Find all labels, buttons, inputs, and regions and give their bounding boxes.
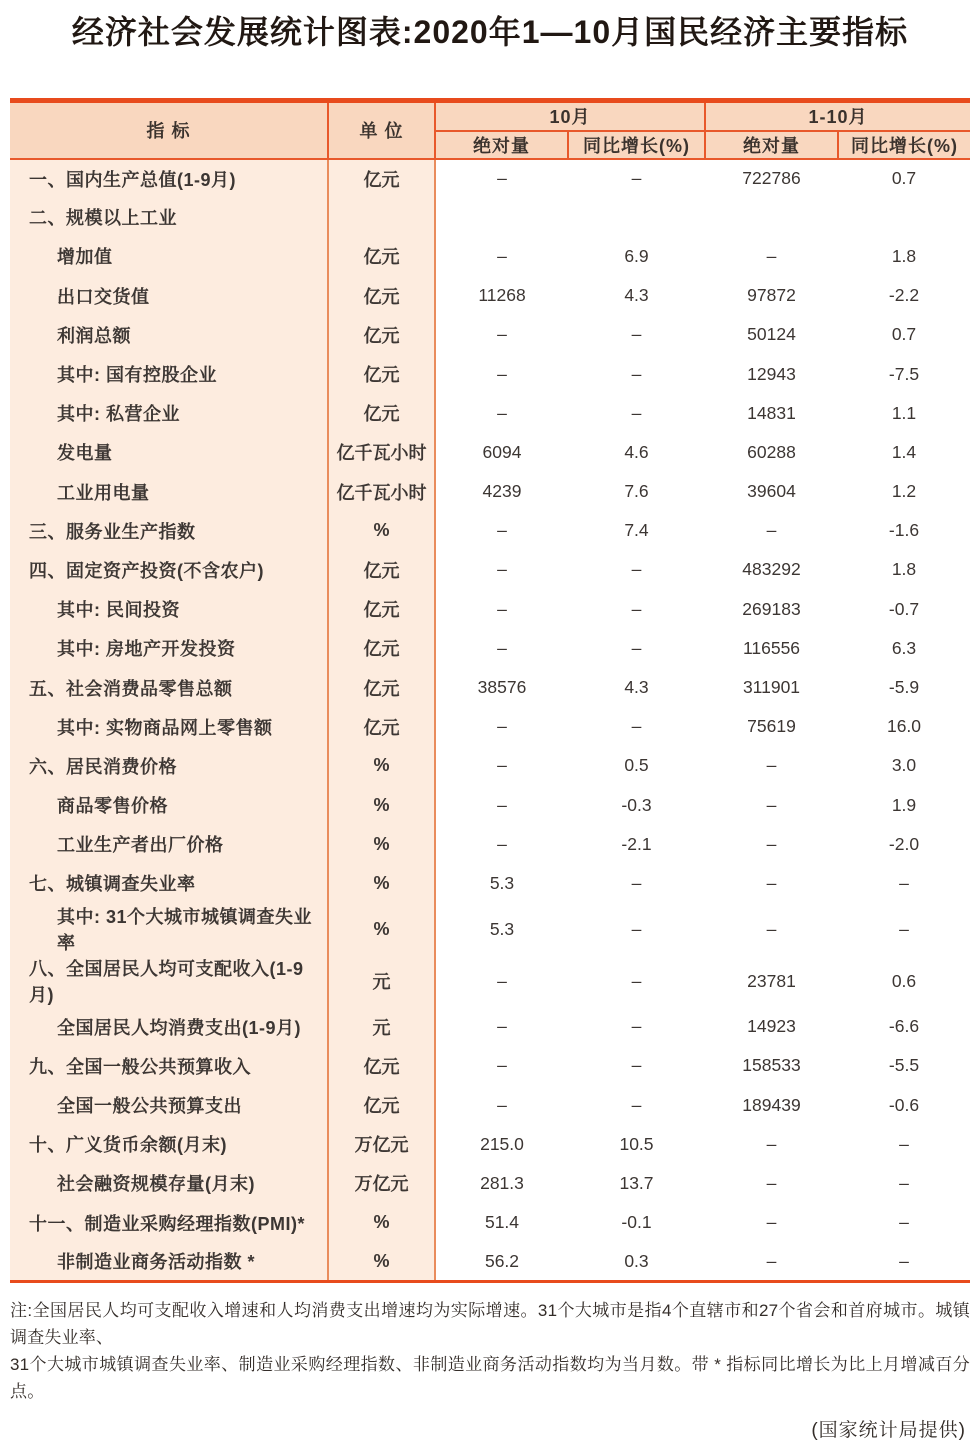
oct-yoy-cell: – <box>631 168 642 189</box>
unit-cell: 万亿元 <box>328 1164 435 1203</box>
unit-cell: 亿千瓦小时 <box>328 472 435 511</box>
cum-absolute-cell: 97872 <box>747 285 796 306</box>
unit-cell: 亿元 <box>328 1085 435 1124</box>
cum-absolute-cell: 14923 <box>747 1016 796 1037</box>
oct-absolute-cell: – <box>497 970 507 991</box>
cum-absolute-cell: – <box>766 1172 777 1193</box>
oct-yoy-cell: – <box>631 1094 642 1115</box>
cum-absolute-cell: – <box>766 755 777 776</box>
table-row <box>10 629 970 668</box>
oct-yoy-cell: 4.3 <box>624 285 649 306</box>
cum-absolute-cell: – <box>766 794 777 815</box>
table-row <box>10 159 970 198</box>
unit-cell <box>328 198 435 237</box>
unit-cell: 元 <box>328 955 435 1007</box>
indicator-cell: 七、城镇调查失业率 <box>10 864 328 903</box>
indicator-cell: 其中: 实物商品网上零售额 <box>10 707 328 746</box>
page-title: 经济社会发展统计图表:2020年1—10月国民经济主要指标 <box>71 14 909 50</box>
table-row <box>10 550 970 589</box>
oct-absolute-cell: – <box>497 1016 507 1037</box>
unit-cell: 万亿元 <box>328 1125 435 1164</box>
oct-yoy-cell: -0.1 <box>621 1212 652 1233</box>
oct-yoy-cell: – <box>631 402 642 423</box>
indicator-cell: 三、服务业生产指数 <box>10 511 328 550</box>
unit-cell: % <box>328 511 435 550</box>
oct-absolute-cell: 4239 <box>482 481 522 502</box>
oct-absolute-cell: – <box>497 1055 507 1076</box>
table-row <box>10 825 970 864</box>
table-row <box>10 315 970 354</box>
oct-yoy-cell: – <box>631 970 642 991</box>
indicator-cell: 二、规模以上工业 <box>10 198 328 237</box>
table-row <box>10 354 970 393</box>
oct-absolute-cell: 281.3 <box>480 1172 524 1193</box>
unit-cell: 亿元 <box>328 276 435 315</box>
header-indicator: 指 标 <box>10 101 328 159</box>
cum-yoy-cell: – <box>899 1250 909 1271</box>
oct-yoy-cell: – <box>631 1055 642 1076</box>
cum-yoy-cell: -5.9 <box>888 677 920 698</box>
cum-absolute-cell: 311901 <box>742 677 801 698</box>
unit-cell: 亿元 <box>328 354 435 393</box>
indicator-cell: 全国居民人均消费支出(1-9月) <box>10 1007 328 1046</box>
oct-yoy-cell <box>568 198 705 237</box>
oct-yoy-cell: – <box>631 1016 642 1037</box>
oct-absolute-cell: – <box>497 168 507 189</box>
table-row <box>10 1085 970 1124</box>
table-row <box>10 511 970 550</box>
indicator-cell: 其中: 房地产开发投资 <box>10 629 328 668</box>
oct-absolute-cell: – <box>497 755 507 776</box>
oct-absolute-cell: – <box>497 598 507 619</box>
unit-cell: % <box>328 746 435 785</box>
table-row <box>10 1203 970 1242</box>
footnote <box>10 1297 970 1405</box>
oct-yoy-cell: – <box>631 559 642 580</box>
oct-yoy-cell: 7.4 <box>624 520 649 541</box>
indicator-cell: 四、固定资产投资(不含农户) <box>10 550 328 589</box>
oct-yoy-cell: – <box>631 918 642 939</box>
table-row <box>10 955 970 1007</box>
cum-yoy-cell: – <box>899 1212 909 1233</box>
indicator-cell: 一、国内生产总值(1-9月) <box>10 159 328 198</box>
unit-cell: % <box>328 1242 435 1281</box>
oct-yoy-cell: -2.1 <box>621 833 652 854</box>
cum-yoy-cell: -7.5 <box>888 363 920 384</box>
cum-yoy-cell: – <box>899 872 909 893</box>
oct-absolute-cell: – <box>497 324 507 345</box>
cum-absolute-cell: 269183 <box>742 598 801 619</box>
unit-cell: % <box>328 864 435 903</box>
oct-absolute-cell: – <box>497 520 507 541</box>
header-oct-yoy: 同比增长(%) <box>568 131 705 159</box>
header-oct-absolute: 绝对量 <box>435 131 568 159</box>
table-row <box>10 1125 970 1164</box>
cum-yoy-cell: 1.8 <box>891 559 917 580</box>
cum-yoy-cell: 1.9 <box>891 794 917 815</box>
cum-yoy-cell: -5.5 <box>888 1055 920 1076</box>
unit-cell: % <box>328 1203 435 1242</box>
table-wrap <box>10 98 970 1283</box>
cum-absolute-cell: – <box>766 1250 777 1271</box>
oct-absolute-cell: – <box>497 637 507 658</box>
oct-yoy-cell: – <box>631 324 642 345</box>
oct-absolute-cell: 215.0 <box>480 1133 524 1154</box>
oct-absolute-cell: 38576 <box>477 677 527 698</box>
indicator-cell: 十一、制造业采购经理指数(PMI)* <box>10 1203 328 1242</box>
oct-yoy-cell: -0.3 <box>621 794 652 815</box>
oct-yoy-cell: – <box>631 716 642 737</box>
oct-yoy-cell: 4.6 <box>624 441 649 462</box>
unit-cell: 亿元 <box>328 159 435 198</box>
indicator-cell: 其中: 私营企业 <box>10 394 328 433</box>
indicator-cell: 六、居民消费价格 <box>10 746 328 785</box>
cum-absolute-cell: 60288 <box>747 441 796 462</box>
table-row <box>10 198 970 237</box>
unit-cell: 亿元 <box>328 1046 435 1085</box>
table-body <box>10 159 970 1282</box>
oct-absolute-cell: – <box>497 1094 507 1115</box>
cum-absolute-cell: – <box>766 918 777 939</box>
oct-yoy-cell: – <box>631 637 642 658</box>
oct-yoy-cell: 13.7 <box>619 1172 654 1193</box>
source-credit: (国家统计局提供) <box>811 1419 966 1441</box>
table-row <box>10 394 970 433</box>
cum-yoy-cell: 0.7 <box>891 324 917 345</box>
cum-absolute-cell: – <box>766 1133 777 1154</box>
table-row <box>10 1007 970 1046</box>
oct-absolute-cell: – <box>497 833 507 854</box>
unit-cell: 亿元 <box>328 590 435 629</box>
indicator-cell: 利润总额 <box>10 315 328 354</box>
unit-cell: 亿元 <box>328 707 435 746</box>
indicator-cell: 发电量 <box>10 433 328 472</box>
table-row <box>10 433 970 472</box>
oct-absolute-cell: 5.3 <box>489 872 515 893</box>
table-row <box>10 864 970 903</box>
indicator-cell: 九、全国一般公共预算收入 <box>10 1046 328 1085</box>
oct-absolute-cell <box>435 198 568 237</box>
oct-absolute-cell: 5.3 <box>489 918 515 939</box>
footnote-line-2: 31个大城市城镇调查失业率、制造业采购经理指数、非制造业商务活动指数均为当月数。带 * 指标同比增长为比上月增减百分点。 <box>10 1354 970 1401</box>
table-row <box>10 707 970 746</box>
cum-yoy-cell: -2.2 <box>888 285 920 306</box>
cum-absolute-cell: – <box>766 833 777 854</box>
cum-yoy-cell: 1.8 <box>891 245 917 266</box>
cum-absolute-cell: 39604 <box>747 481 796 502</box>
oct-absolute-cell: – <box>497 402 507 423</box>
oct-yoy-cell: 4.3 <box>624 677 649 698</box>
cum-absolute-cell: 189439 <box>742 1094 801 1115</box>
indicator-cell: 十、广义货币余额(月末) <box>10 1125 328 1164</box>
cum-absolute-cell: 116556 <box>742 637 801 658</box>
indicator-cell: 社会融资规模存量(月末) <box>10 1164 328 1203</box>
cum-yoy-cell: 1.4 <box>891 441 917 462</box>
cum-yoy-cell: 0.6 <box>891 970 917 991</box>
cum-yoy-cell: -1.6 <box>888 520 920 541</box>
footnote-line-1: 注:全国居民人均可支配收入增速和人均消费支出增速均为实际增速。31个大城市是指4个直辖市和27个省会和首府城市。城镇调查失业率、 <box>10 1300 970 1347</box>
cum-absolute-cell: – <box>766 245 777 266</box>
cum-absolute-cell: 14831 <box>747 402 796 423</box>
cum-absolute-cell: 722786 <box>742 168 801 189</box>
oct-absolute-cell: – <box>497 245 507 266</box>
oct-absolute-cell: 11268 <box>478 285 526 306</box>
table-row <box>10 746 970 785</box>
cum-yoy-cell: 16.0 <box>886 716 922 737</box>
cum-yoy-cell: 1.1 <box>891 402 917 423</box>
cum-absolute-cell: 75619 <box>747 716 796 737</box>
cum-yoy-cell: – <box>899 1172 909 1193</box>
indicator-cell: 其中: 国有控股企业 <box>10 354 328 393</box>
cum-yoy-cell: – <box>899 918 909 939</box>
indicator-cell: 商品零售价格 <box>10 786 328 825</box>
header-cum-absolute: 绝对量 <box>705 131 838 159</box>
indicator-cell: 八、全国居民人均可支配收入(1-9月) <box>10 955 328 1007</box>
header-cum-yoy: 同比增长(%) <box>838 131 970 159</box>
unit-cell: % <box>328 903 435 955</box>
unit-cell: 亿元 <box>328 394 435 433</box>
oct-absolute-cell: 51.4 <box>484 1212 520 1233</box>
oct-yoy-cell: 0.5 <box>624 755 649 776</box>
indicator-cell: 五、社会消费品零售总额 <box>10 668 328 707</box>
header-group-jan-oct: 1-10月 <box>705 101 970 131</box>
table-row <box>10 237 970 276</box>
oct-absolute-cell: – <box>497 716 507 737</box>
cum-absolute-cell: 50124 <box>747 324 796 345</box>
cum-yoy-cell: – <box>899 1133 909 1154</box>
unit-cell: 亿元 <box>328 315 435 354</box>
table-row <box>10 276 970 315</box>
indicator-cell: 非制造业商务活动指数 * <box>10 1242 328 1281</box>
table-row <box>10 903 970 955</box>
cum-yoy-cell: -0.6 <box>888 1094 920 1115</box>
indicator-cell: 增加值 <box>10 237 328 276</box>
cum-yoy-cell: 3.0 <box>891 755 917 776</box>
cum-absolute-cell: – <box>766 1212 777 1233</box>
oct-yoy-cell: – <box>631 872 642 893</box>
oct-absolute-cell: – <box>497 559 507 580</box>
table-row <box>10 1164 970 1203</box>
oct-absolute-cell: – <box>497 794 507 815</box>
unit-cell: 亿元 <box>328 237 435 276</box>
indicator-cell: 其中: 31个大城市城镇调查失业率 <box>10 903 328 955</box>
indicator-cell: 工业生产者出厂价格 <box>10 825 328 864</box>
table-row <box>10 472 970 511</box>
cum-absolute-cell: 12943 <box>747 363 796 384</box>
cum-yoy-cell: -2.0 <box>888 833 920 854</box>
cum-yoy-cell: 1.2 <box>891 481 917 502</box>
table-row <box>10 590 970 629</box>
cum-yoy-cell: -0.7 <box>888 598 920 619</box>
oct-absolute-cell: 6094 <box>482 441 522 462</box>
unit-cell: 亿元 <box>328 550 435 589</box>
oct-absolute-cell: 56.2 <box>484 1250 520 1271</box>
indicator-cell: 工业用电量 <box>10 472 328 511</box>
cum-absolute-cell: 158533 <box>742 1055 801 1076</box>
cum-absolute-cell: 483292 <box>742 559 801 580</box>
oct-yoy-cell: – <box>631 598 642 619</box>
unit-cell: 亿元 <box>328 668 435 707</box>
unit-cell: 元 <box>328 1007 435 1046</box>
cum-absolute-cell: – <box>766 520 777 541</box>
oct-yoy-cell: – <box>631 363 642 384</box>
header-unit: 单 位 <box>328 101 435 159</box>
oct-yoy-cell: 0.3 <box>624 1250 649 1271</box>
header-group-row <box>10 101 970 131</box>
table-row <box>10 786 970 825</box>
header-group-october: 10月 <box>435 101 705 131</box>
table-row <box>10 1242 970 1281</box>
indicator-cell: 全国一般公共预算支出 <box>10 1085 328 1124</box>
table-head <box>10 101 970 159</box>
cum-yoy-cell: 0.7 <box>891 168 917 189</box>
indicators-table <box>10 98 970 1283</box>
cum-yoy-cell: 6.3 <box>891 637 917 658</box>
indicator-cell: 出口交货值 <box>10 276 328 315</box>
oct-yoy-cell: 10.5 <box>619 1133 654 1154</box>
oct-yoy-cell: 7.6 <box>624 481 649 502</box>
cum-absolute-cell <box>705 198 838 237</box>
table-row <box>10 1046 970 1085</box>
indicator-cell: 其中: 民间投资 <box>10 590 328 629</box>
unit-cell: 亿元 <box>328 629 435 668</box>
cum-yoy-cell <box>838 198 970 237</box>
cum-yoy-cell: -6.6 <box>888 1016 920 1037</box>
oct-absolute-cell: – <box>497 363 507 384</box>
cum-absolute-cell: 23781 <box>747 970 796 991</box>
table-row <box>10 668 970 707</box>
unit-cell: % <box>328 825 435 864</box>
cum-absolute-cell: – <box>766 872 777 893</box>
unit-cell: 亿千瓦小时 <box>328 433 435 472</box>
unit-cell: % <box>328 786 435 825</box>
oct-yoy-cell: 6.9 <box>624 245 649 266</box>
